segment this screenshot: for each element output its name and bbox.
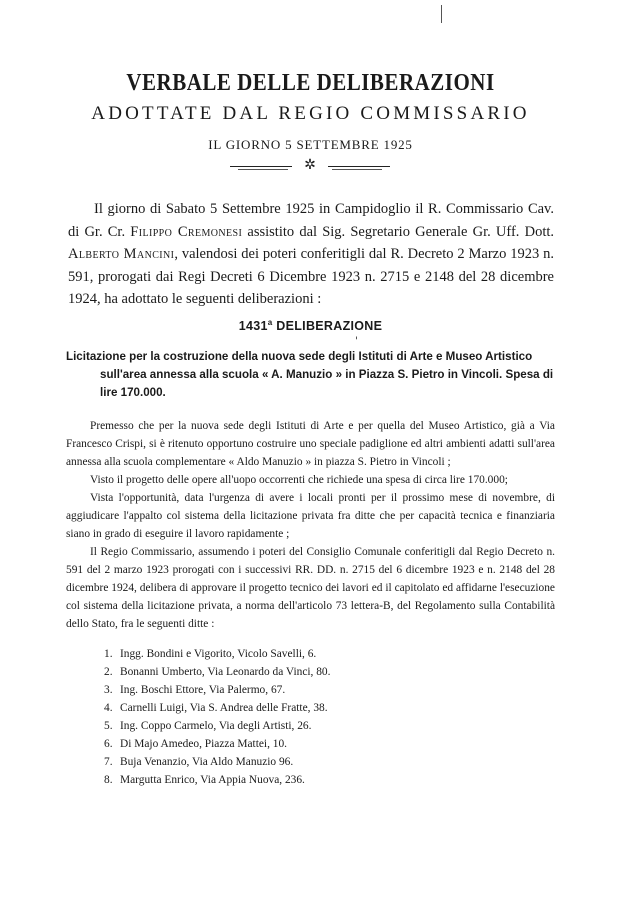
deliberation-heading (0, 318, 621, 333)
body-paragraph-resolution: Il Regio Commissario, assumendo i poteri del Consiglio Comunale conferitigli dal Regio Decreto n. 591 del 2 marzo 1923 prorogati con i successivi RR. DD. n. 2715 del 6 dicembre 1923 e n. 2148 del 28 dicembre 1924, delibera di approvare il progetto tecnico dei lavori ed il capitolato ed affidarne l'esecuzione col sistema della licitazione privata, a norma dell'articolo 73 lettera-B, del Regolamento sulla Contabilità dello Stato, fra le seguenti ditte : (66, 546, 555, 630)
list-item: 5. Ing. Coppo Carmelo, Via degli Artisti, 26. (104, 720, 312, 732)
deliberation-body (66, 417, 555, 633)
deliberation-number: 1431 (238, 319, 268, 334)
deliberation-number-suffix: a (267, 318, 273, 327)
title-ornament (230, 157, 390, 174)
document-subtitle: ADOTTATE DAL REGIO COMMISSARIO (91, 103, 530, 124)
intro-text-3: , valendosi dei poteri conferitigli dal R. Decreto 2 Marzo 1923 n. 591, prorogati dai Regi Decreti 6 Dicembre 1923 n. 2715 e 2148 del 28 dicembre 1924, ha adottato le seguenti deliberazioni : (68, 246, 554, 307)
secretary-name: Alberto Mancini (68, 246, 175, 262)
subject-line-1: Licitazione per la costruzione della nuova sede degli Istituti di Arte e Museo Artistico (66, 350, 533, 363)
margin-mark (441, 5, 442, 23)
intro-paragraph (68, 198, 554, 311)
list-item: 8. Margutta Enrico, Via Appia Nuova, 236. (104, 774, 305, 786)
ornament-rule-right (328, 166, 390, 167)
session-date: IL GIORNO 5 SETTEMBRE 1925 (208, 137, 413, 152)
list-item: 2. Bonanni Umberto, Via Leonardo da Vinci, 80. (104, 666, 331, 678)
body-paragraph-project: Visto il progetto delle opere all'uopo occorrenti che richiede una spesa di circa lire 170.000; (90, 474, 508, 486)
list-item: 3. Ing. Boschi Ettore, Via Palermo, 67. (104, 684, 286, 696)
commissioner-name: Filippo Cremonesi (130, 223, 243, 240)
subject-continuation: sull'area annessa alla scuola « A. Manuzio » in Piazza S. Pietro in Vincoli. Spesa di lire 170.000. (100, 368, 554, 399)
ornament-rule-right-inner (332, 169, 382, 170)
list-item: 7. Buja Venanzio, Via Aldo Manuzio 96. (104, 756, 294, 768)
deliberation-label: DELIBERAZIONE (272, 319, 383, 334)
list-item: 6. Di Majo Amedeo, Piazza Mattei, 10. (104, 738, 288, 750)
tick-mark: ' (355, 336, 358, 347)
ornament-star-icon: ✲ (304, 157, 316, 173)
deliberation-subject (66, 348, 556, 402)
firms-list (104, 645, 330, 789)
intro-text-2: assistito dal Sig. Segretario Generale Gr. Uff. Dott. (242, 223, 555, 240)
body-paragraph-urgency: Vista l'opportunità, data l'urgenza di avere i locali pronti per il prossimo mese di novembre, di aggiudicare l'appalto col sistema della licitazione privata fra ditte che per capacità tecnica e finanziaria siano in grado di eseguire il lavoro rapidamente ; (66, 492, 555, 540)
intro-text-1: Il giorno di Sabato 5 Settembre 1925 in Campidoglio il R. Commissario Cav. di Gr. Cr. (68, 201, 554, 240)
list-item: 4. Carnelli Luigi, Via S. Andrea delle Fratte, 38. (104, 702, 328, 714)
document-title: VERBALE DELLE DELIBERAZIONI (126, 68, 495, 96)
list-item: 1. Ingg. Bondini e Vigorito, Vicolo Savelli, 6. (104, 648, 317, 660)
body-paragraph-premise: Premesso che per la nuova sede degli Istituti di Arte e per quella del Museo Artistico, già a Via Francesco Crispi, si è ritenuto opportuno costruire uno speciale padiglione ed altri ambienti adatti sull'area annessa alla scuola complementare « Aldo Manuzio » in piazza S. Pietro in Vincoli ; (66, 420, 555, 468)
